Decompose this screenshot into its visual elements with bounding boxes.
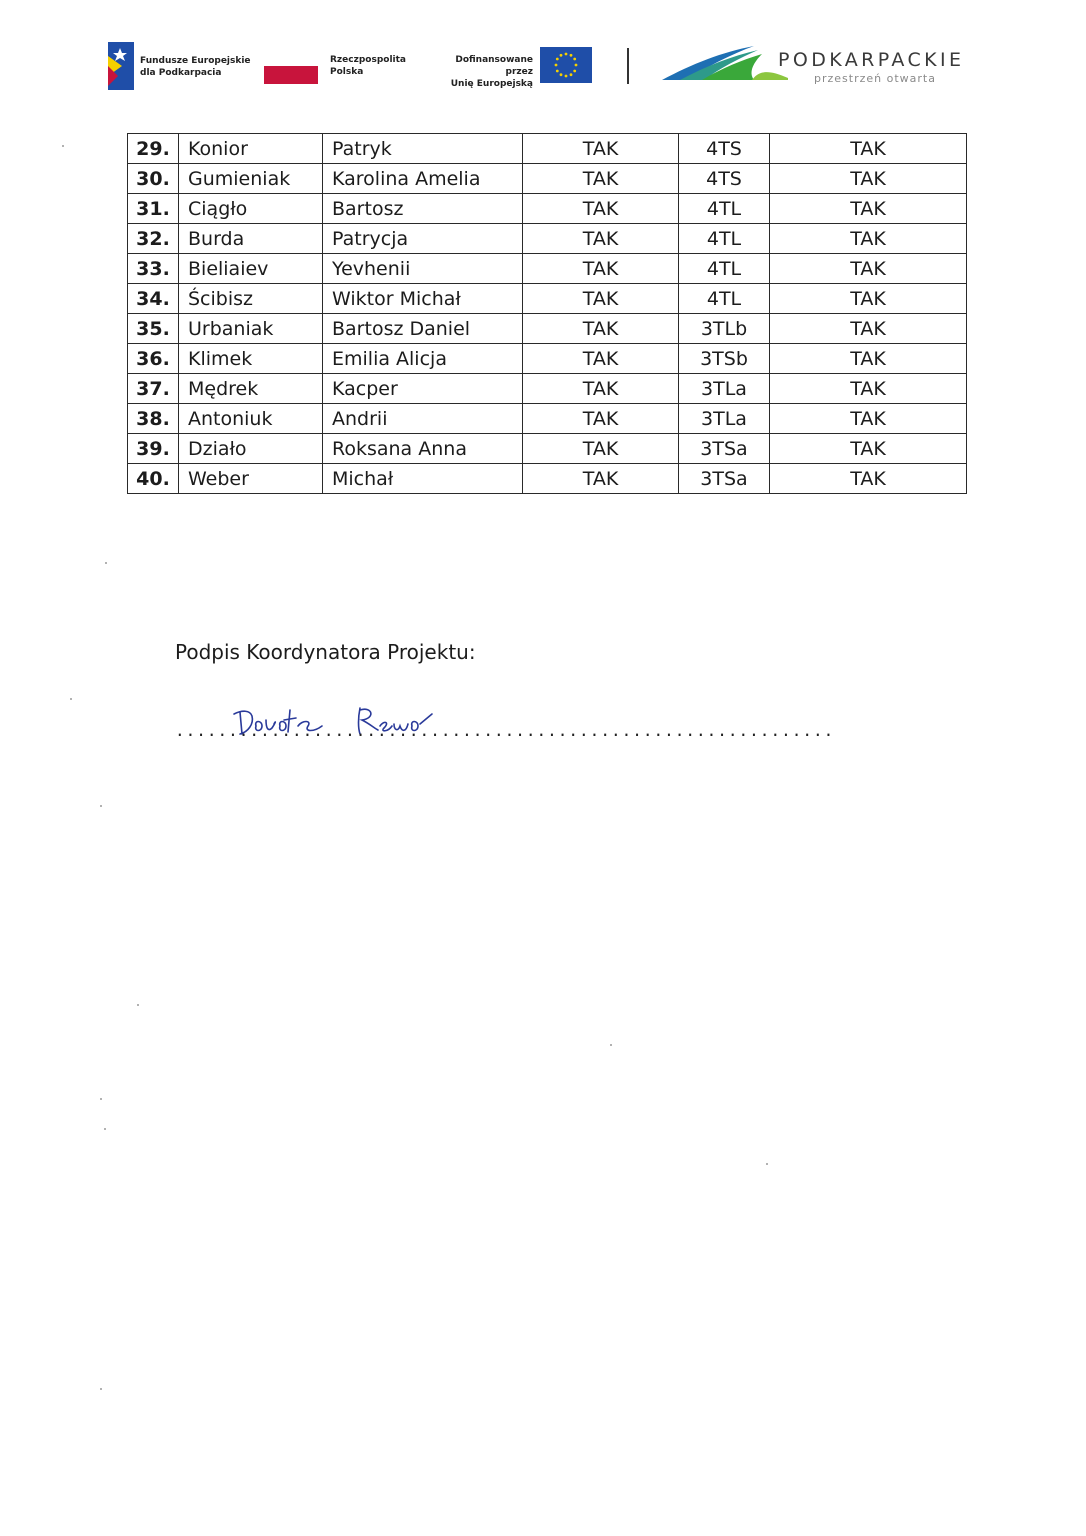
confirmation-cell: TAK (523, 434, 679, 464)
class-cell: 3TLa (679, 374, 770, 404)
surname-cell: Konior (179, 134, 323, 164)
row-number: 34. (128, 284, 179, 314)
consent-cell: TAK (770, 134, 967, 164)
table-row (128, 314, 967, 344)
surname-cell: Bieliaiev (179, 254, 323, 284)
surname-cell: Ciągło (179, 194, 323, 224)
logo-bar (0, 0, 1086, 110)
surname-cell: Klimek (179, 344, 323, 374)
eu-line-2: Unię Europejską (450, 79, 533, 89)
confirmation-cell: TAK (523, 464, 679, 494)
consent-cell: TAK (770, 344, 967, 374)
region-name: PODKARPACKIE (778, 49, 965, 71)
row-number: 36. (128, 344, 179, 374)
surname-cell: Działo (179, 434, 323, 464)
confirmation-cell: TAK (523, 404, 679, 434)
consent-cell: TAK (770, 464, 967, 494)
first-names-cell: Wiktor Michał (323, 284, 523, 314)
eu-logo-text (433, 54, 533, 90)
table-row (128, 224, 967, 254)
row-number: 31. (128, 194, 179, 224)
class-cell: 3TSa (679, 464, 770, 494)
first-names-cell: Patrycja (323, 224, 523, 254)
podkarpackie-logo-icon (662, 44, 788, 84)
consent-cell: TAK (770, 284, 967, 314)
consent-cell: TAK (770, 434, 967, 464)
table-row (128, 164, 967, 194)
table-row (128, 404, 967, 434)
fe-line-1: Fundusze Europejskie (140, 56, 251, 66)
region-slogan: przestrzeń otwarta (814, 72, 936, 85)
confirmation-cell: TAK (523, 374, 679, 404)
table-row (128, 284, 967, 314)
first-names-cell: Bartosz Daniel (323, 314, 523, 344)
scan-speck (104, 1128, 106, 1130)
surname-cell: Antoniuk (179, 404, 323, 434)
logo-separator (627, 48, 629, 84)
confirmation-cell: TAK (523, 164, 679, 194)
first-names-cell: Emilia Alicja (323, 344, 523, 374)
consent-cell: TAK (770, 314, 967, 344)
rp-line-1: Rzeczpospolita (330, 55, 406, 65)
class-cell: 3TSa (679, 434, 770, 464)
scan-speck (105, 562, 107, 564)
polish-flag-icon (264, 66, 318, 84)
consent-cell: TAK (770, 164, 967, 194)
table-row (128, 194, 967, 224)
table-row (128, 434, 967, 464)
scan-speck (100, 1388, 102, 1390)
scan-speck (610, 1044, 612, 1046)
class-cell: 4TL (679, 224, 770, 254)
confirmation-cell: TAK (523, 254, 679, 284)
confirmation-cell: TAK (523, 194, 679, 224)
table-row (128, 374, 967, 404)
class-cell: 4TL (679, 254, 770, 284)
row-number: 30. (128, 164, 179, 194)
participants-table-body (128, 134, 967, 494)
surname-cell: Mędrek (179, 374, 323, 404)
first-names-cell: Kacper (323, 374, 523, 404)
confirmation-cell: TAK (523, 314, 679, 344)
signature-line: .............................................................. (175, 721, 835, 740)
confirmation-cell: TAK (523, 344, 679, 374)
class-cell: 4TS (679, 134, 770, 164)
class-cell: 3TSb (679, 344, 770, 374)
first-names-cell: Yevhenii (323, 254, 523, 284)
surname-cell: Urbaniak (179, 314, 323, 344)
first-names-cell: Andrii (323, 404, 523, 434)
scan-speck (62, 145, 64, 147)
rp-logo-text (330, 54, 406, 78)
table-row (128, 344, 967, 374)
consent-cell: TAK (770, 194, 967, 224)
fundusze-europejskie-logo-icon (108, 42, 134, 90)
class-cell: 4TL (679, 284, 770, 314)
row-number: 33. (128, 254, 179, 284)
surname-cell: Ścibisz (179, 284, 323, 314)
consent-cell: TAK (770, 374, 967, 404)
consent-cell: TAK (770, 254, 967, 284)
row-number: 32. (128, 224, 179, 254)
surname-cell: Burda (179, 224, 323, 254)
scan-speck (137, 1004, 139, 1006)
confirmation-cell: TAK (523, 134, 679, 164)
confirmation-cell: TAK (523, 224, 679, 254)
class-cell: 4TL (679, 194, 770, 224)
eu-line-1: Dofinansowane przez (455, 55, 533, 77)
row-number: 40. (128, 464, 179, 494)
class-cell: 4TS (679, 164, 770, 194)
row-number: 39. (128, 434, 179, 464)
table-row (128, 134, 967, 164)
fe-logo-text (140, 55, 251, 79)
rp-line-2: Polska (330, 67, 364, 77)
signature-label: Podpis Koordynatora Projektu: (175, 640, 476, 664)
consent-cell: TAK (770, 224, 967, 254)
row-number: 35. (128, 314, 179, 344)
consent-cell: TAK (770, 404, 967, 434)
participants-table (127, 133, 967, 494)
first-names-cell: Roksana Anna (323, 434, 523, 464)
first-names-cell: Patryk (323, 134, 523, 164)
fe-line-2: dla Podkarpacia (140, 68, 222, 78)
class-cell: 3TLa (679, 404, 770, 434)
first-names-cell: Karolina Amelia (323, 164, 523, 194)
surname-cell: Weber (179, 464, 323, 494)
first-names-cell: Bartosz (323, 194, 523, 224)
row-number: 38. (128, 404, 179, 434)
first-names-cell: Michał (323, 464, 523, 494)
row-number: 29. (128, 134, 179, 164)
class-cell: 3TLb (679, 314, 770, 344)
surname-cell: Gumieniak (179, 164, 323, 194)
confirmation-cell: TAK (523, 284, 679, 314)
eu-flag-icon (540, 47, 592, 83)
table-row (128, 254, 967, 284)
scan-speck (766, 1163, 768, 1165)
scan-speck (100, 805, 102, 807)
table-row (128, 464, 967, 494)
scan-speck (100, 1098, 102, 1100)
row-number: 37. (128, 374, 179, 404)
scan-speck (70, 698, 72, 700)
